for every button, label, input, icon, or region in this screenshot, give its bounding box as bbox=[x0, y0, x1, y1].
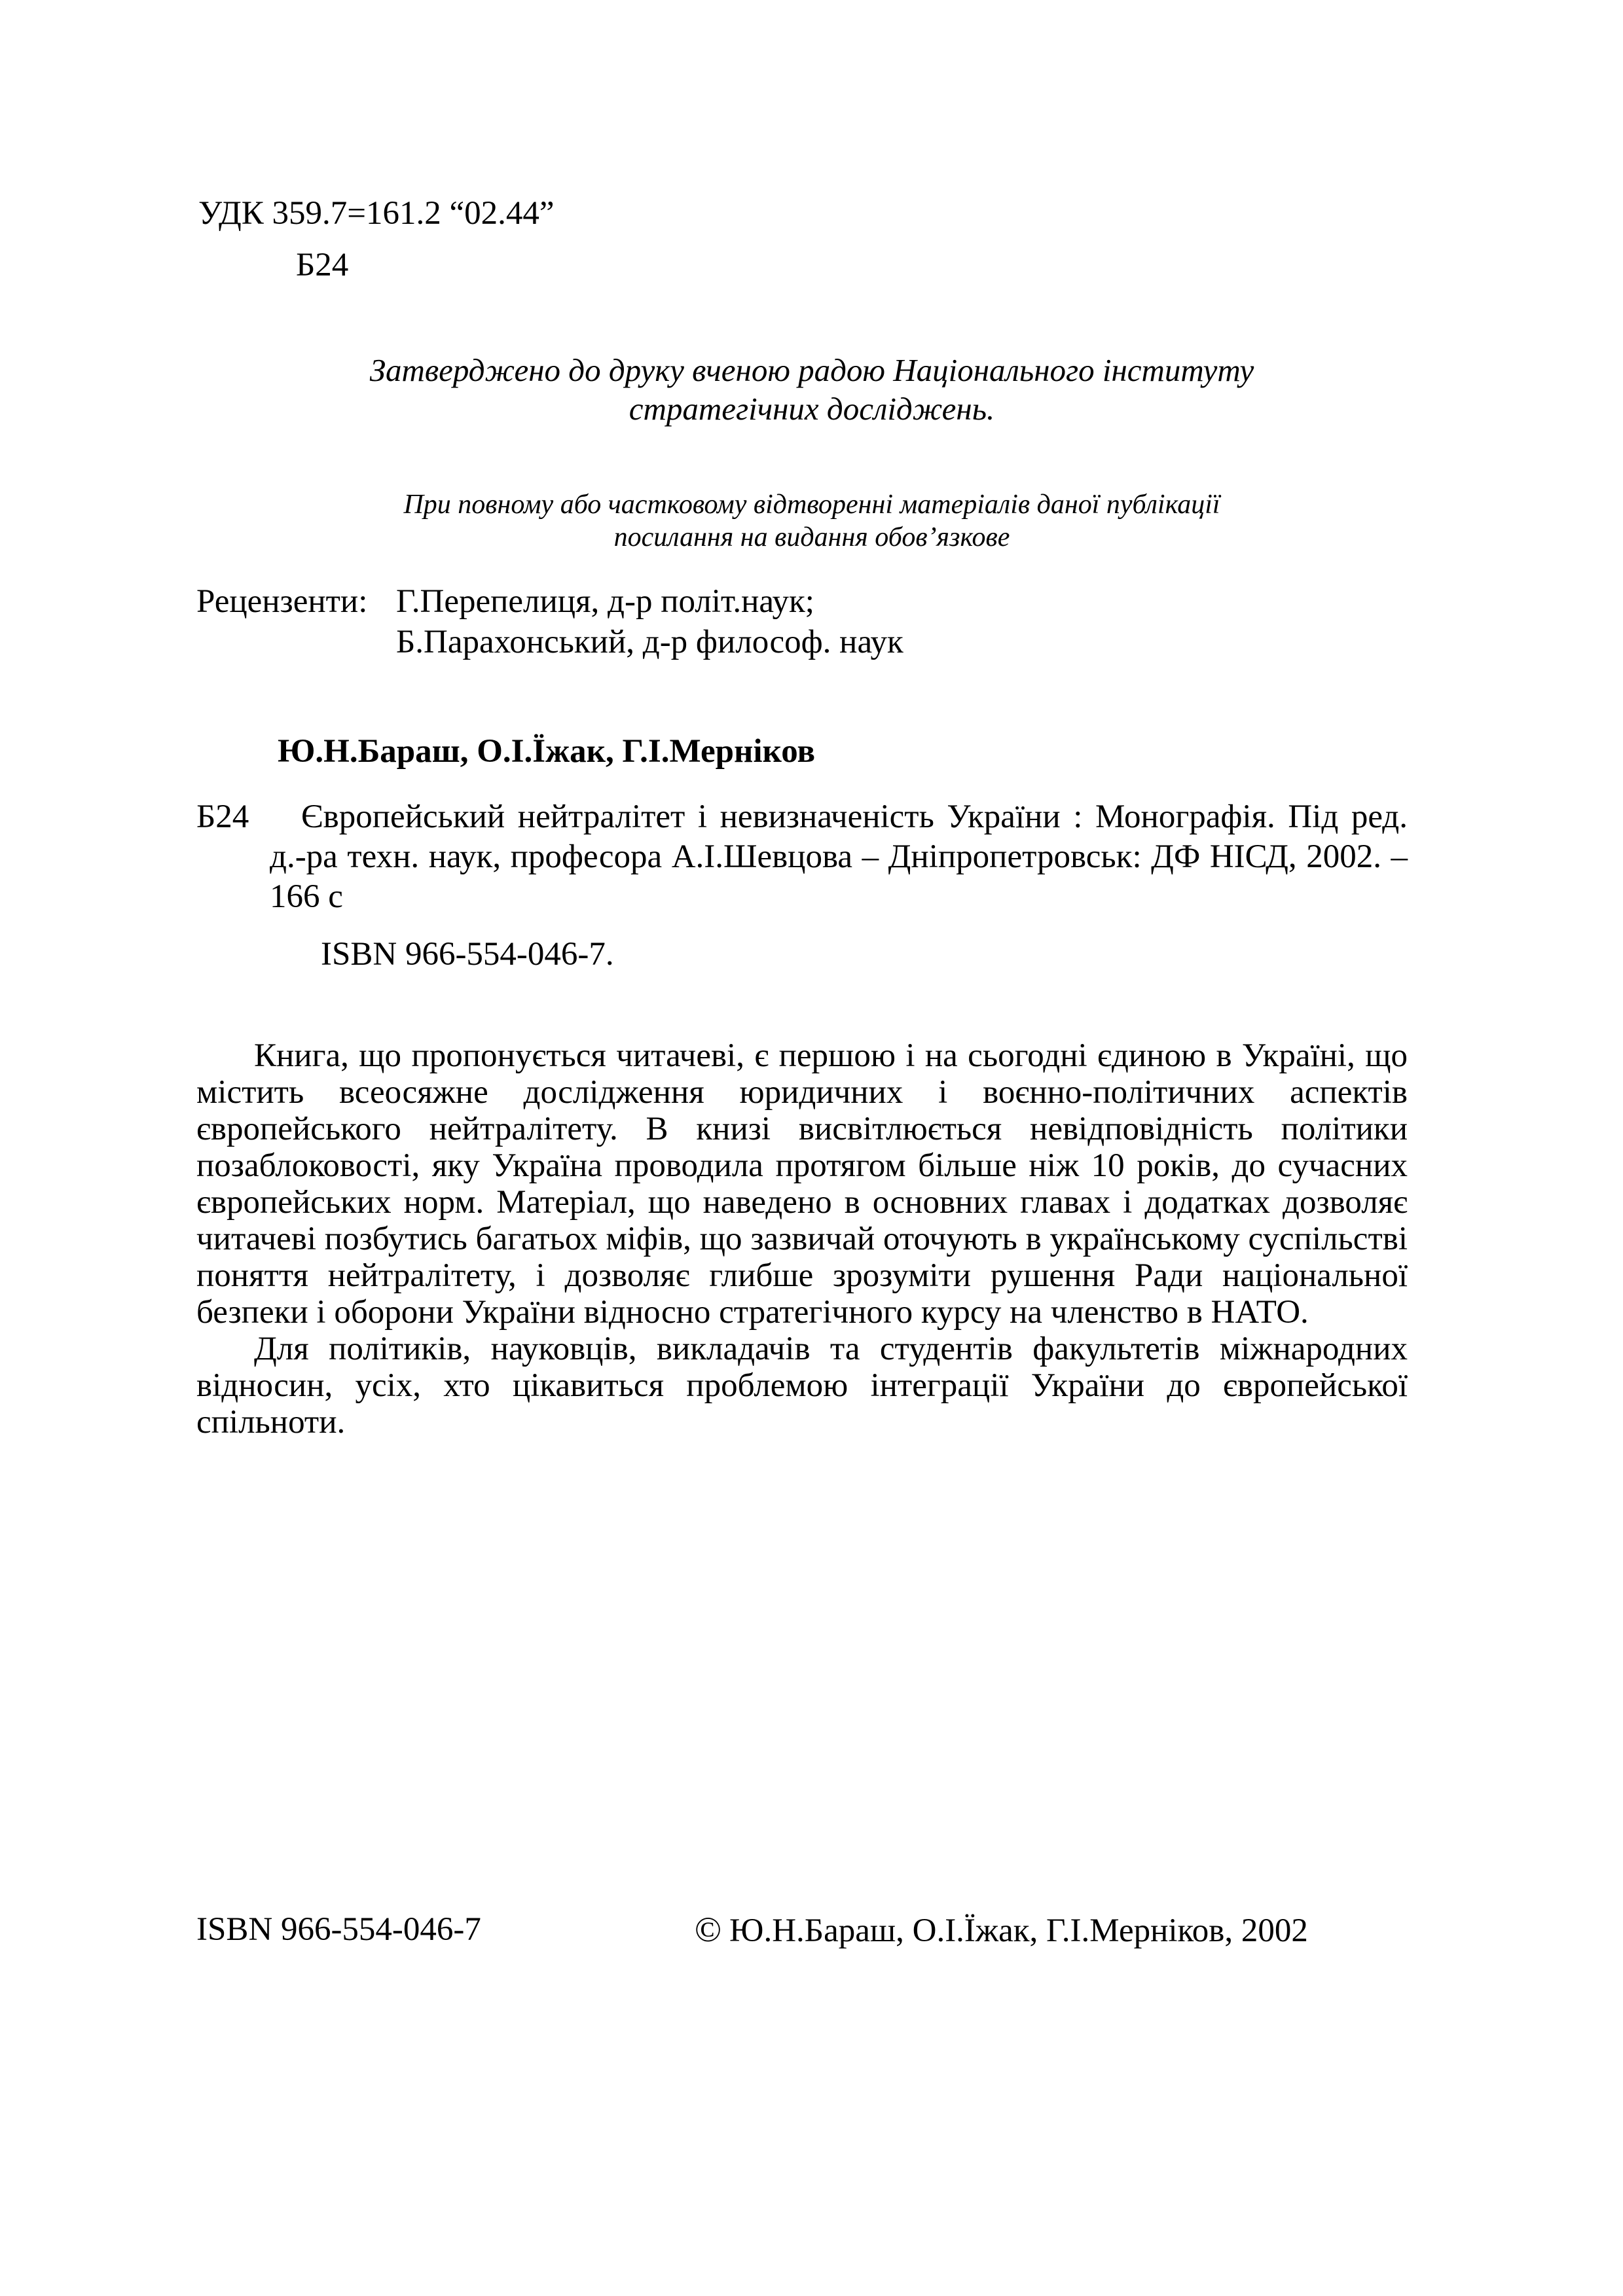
reproduction-notice-line-2: посилання на видання обов’язкове bbox=[613, 522, 1010, 552]
abstract-paragraph: Для політиків, науковців, викладачів та студентів факультетів міжнародних відносин, усіх, хто цікавиться проблемою інтеграції України до європейської спільноти. bbox=[196, 1331, 1408, 1441]
reviewer-name: Г.Перепелиця, д-р політ.наук; bbox=[396, 583, 814, 620]
copyright-holders: Ю.Н.Бараш, О.І.Їжак, Г.І.Мерніков, 2002 bbox=[729, 1912, 1308, 1949]
footer-isbn: ISBN 966-554-046-7 bbox=[196, 1911, 481, 1948]
abstract-paragraph: Книга, що пропонується читачеві, є першою і на сьогодні єдиною в Україні, що містить всеосяжне дослідження юридичних і воєнно-політичних аспектів європейського нейтралітету. В книзі висвітлюється невідповідність політики позаблоковості, яку Україна проводила протягом більше ніж 10 років, до сучасних європейських норм. Матеріал, що наведено в основних главах і додатках дозволяє читачеві позбутись багатьох міфів, що зазвичай оточують в українському суспільстві поняття нейтралітету, і дозволяє глибше зрозуміти рушення Ради національної безпеки і оборони України відносно стратегічного курсу на членство в НАТО. bbox=[196, 1037, 1408, 1331]
approval-statement bbox=[196, 351, 1427, 428]
author-sign-code: Б24 bbox=[296, 247, 349, 283]
bibliography-isbn: ISBN 966-554-046-7. bbox=[321, 936, 614, 973]
bibliography-code: Б24 bbox=[196, 798, 249, 835]
approval-line-1: Затверджено до друку вченою радою Національного інституту bbox=[369, 352, 1254, 388]
abstract bbox=[196, 1037, 1408, 1441]
footer-copyright bbox=[695, 1910, 1308, 1950]
reviewers-list bbox=[396, 581, 903, 662]
udk-classification: УДК 359.7=161.2 “02.44” bbox=[198, 195, 555, 232]
reviewers-label: Рецензенти: bbox=[196, 583, 368, 620]
bibliography-description: Європейський нейтралітет і невизначеність України : Монографія. Під ред. д.-ра техн. наук, професора А.І.Шевцова – Дніпропетровськ: ДФ НІСД, 2002. – 166 с bbox=[270, 798, 1408, 915]
reviewer-name: Б.Парахонський, д-р философ. наук bbox=[396, 624, 903, 660]
reproduction-notice-line-1: При повному або частковому відтворенні матеріалів даної публікації bbox=[403, 490, 1220, 520]
reproduction-notice bbox=[196, 488, 1427, 554]
approval-line-2: стратегічних досліджень. bbox=[629, 391, 995, 427]
authors-heading: Ю.Н.Бараш, О.І.Їжак, Г.І.Мерніков bbox=[278, 733, 816, 770]
copyright-icon: © bbox=[695, 1910, 722, 1949]
